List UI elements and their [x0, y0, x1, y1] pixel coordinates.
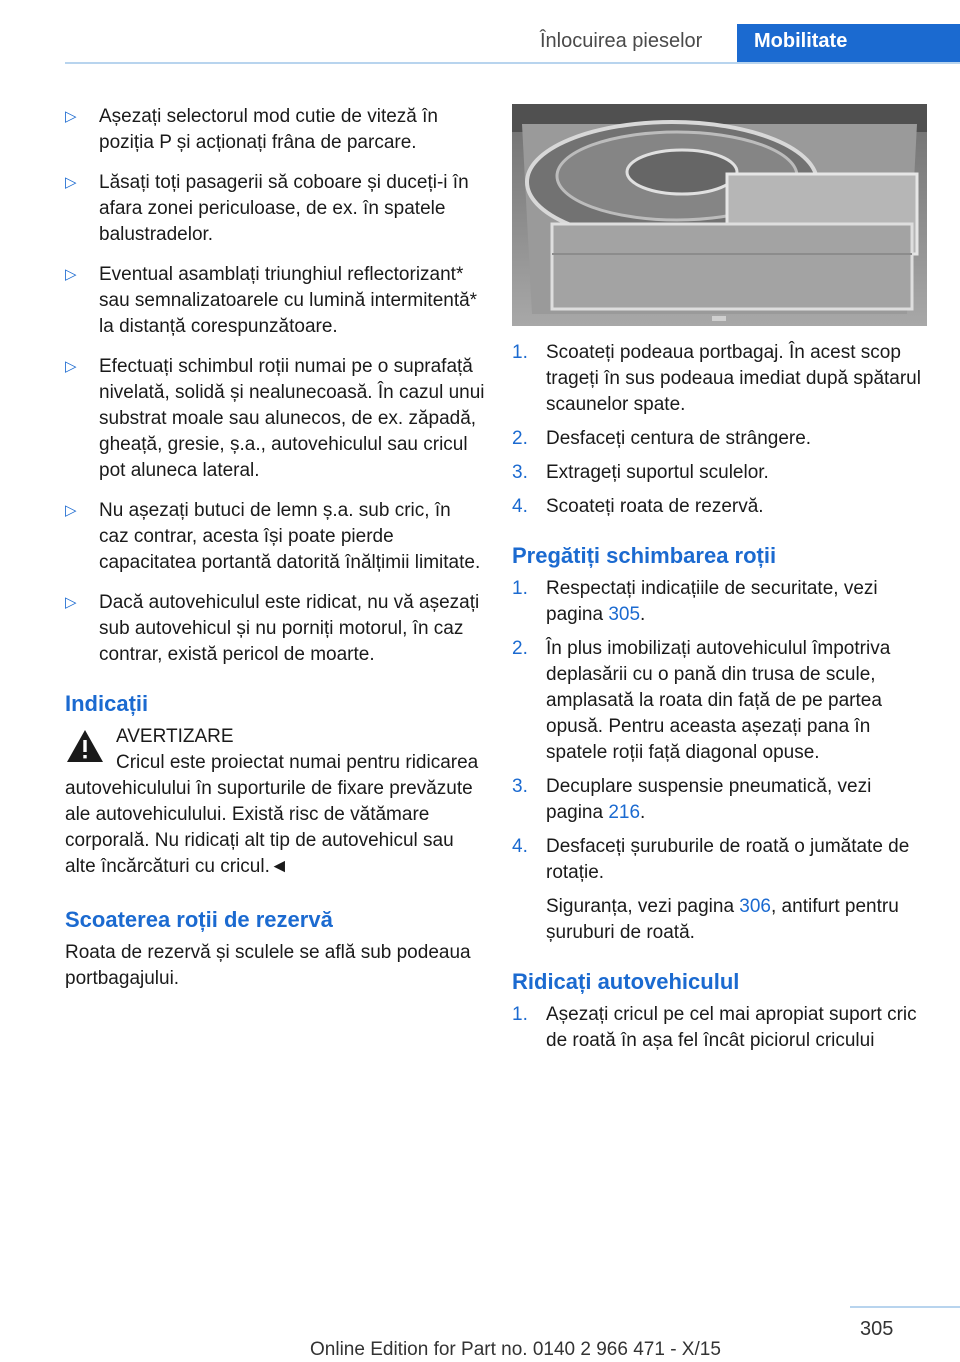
warning-text: Cricul este proiectat numai pentru ridicarea autovehiculului în suporturile de fixare prevăzute ale autovehiculului. Există risc de vătămare corporală. Nu ridicați alt tip de autovehicul sau alte încărcături cu cricul.◄	[65, 752, 479, 877]
header-rule	[65, 62, 960, 64]
step-text: Scoateți podeaua portbagaj. În acest scop trageți în sus podeaua imediat după spătarul scaunelor spate.	[546, 342, 921, 415]
step-number: 2.	[512, 428, 528, 449]
step-item	[512, 636, 932, 766]
step-number: 3.	[512, 776, 528, 797]
bullet-item	[65, 170, 485, 248]
header-section-title: Înlocuirea pieselor	[540, 30, 703, 52]
step-item	[512, 426, 932, 452]
step-number: 1.	[512, 578, 528, 599]
left-column	[65, 104, 485, 992]
bullet-item	[65, 354, 485, 484]
triangle-bullet-icon: ▷	[65, 174, 77, 191]
spare-wheel-text: Roata de rezervă și sculele se află sub podeaua portbagajului.	[65, 942, 471, 989]
step-item	[512, 576, 932, 628]
bullet-text: Efectuați schimbul roții numai pe o suprafață nivelată, solidă și nealunecoasă. În cazul unui substrat moale sau alunecos, de ex. zăpadă, gheață, gresie, ș.a., autovehiculul sau cricul pot aluneca lateral.	[99, 356, 485, 481]
triangle-bullet-icon: ▷	[65, 594, 77, 611]
step-item	[512, 774, 932, 826]
step-number: 3.	[512, 462, 528, 483]
step-text: În plus imobilizați autovehiculul împotriva deplasării cu o pană din trusa de scule, amplasată la roata din față de pe partea opusă. Pentru aceasta așezați pana în spatele roții față diagonal opuse.	[546, 638, 891, 763]
warning-label: AVERTIZARE	[116, 726, 234, 747]
triangle-bullet-icon: ▷	[65, 108, 77, 125]
page-link[interactable]: 216	[608, 802, 641, 823]
step-text: Decuplare suspensie pneumatică, vezi pagina 216.	[546, 776, 872, 823]
page-link[interactable]: 305	[608, 604, 641, 625]
step-text: Extrageți suportul sculelor.	[546, 462, 769, 483]
step-number: 1.	[512, 342, 528, 363]
spare-wheel-heading: Scoaterea roții de rezervă	[65, 907, 333, 932]
triangle-bullet-icon: ▷	[65, 358, 77, 375]
header-tab	[737, 24, 960, 62]
bullet-text: Dacă autovehiculul este ridicat, nu vă așezați sub autovehicul și nu porniți motorul, în caz contrar, există pericol de moarte.	[99, 592, 480, 665]
step-item	[512, 834, 932, 886]
trunk-spare-wheel-photo	[512, 104, 927, 326]
lift-heading: Ridicați autovehiculul	[512, 969, 740, 994]
bullet-item	[65, 104, 485, 156]
footer-edition: Online Edition for Part no. 0140 2 966 471 - X/15	[310, 1339, 721, 1360]
step-number: 4.	[512, 496, 528, 517]
header-tab-label: Mobilitate	[754, 30, 848, 52]
triangle-bullet-icon: ▷	[65, 502, 77, 519]
step-number: 4.	[512, 836, 528, 857]
step-text: Respectați indicațiile de securitate, vezi pagina 305.	[546, 578, 878, 625]
bullet-text: Așezați selectorul mod cutie de viteză în poziția P și acționați frâna de parcare.	[99, 106, 439, 153]
step-number: 1.	[512, 1004, 528, 1025]
triangle-bullet-icon: ▷	[65, 266, 77, 283]
prepare-heading: Pregătiți schimbarea roții	[512, 543, 777, 568]
step-item	[512, 494, 932, 520]
step-item	[512, 340, 932, 418]
bullet-item	[65, 262, 485, 340]
page-number: 305	[860, 1318, 894, 1340]
step-text: Desfaceți centura de strângere.	[546, 428, 812, 449]
page-number-rule	[850, 1306, 960, 1308]
step-text: Desfaceți șuruburile de roată o jumătate de rotație.	[546, 836, 910, 883]
bullet-text: Eventual asamblați triunghiul reflectorizant* sau semnalizatoarele cu lumină intermitentă* la distanță corespunzătoare.	[99, 264, 478, 337]
bullet-text: Lăsați toți pasagerii să coboare și duceți-i în afara zonei periculoase, de ex. în spatele balustradelor.	[99, 172, 469, 245]
indicatii-heading: Indicații	[65, 691, 149, 716]
page-link[interactable]: 306	[739, 896, 771, 917]
right-column	[512, 340, 932, 1062]
warning-triangle-icon	[65, 728, 105, 764]
step-item	[512, 460, 932, 486]
warning-block	[65, 724, 485, 880]
bullet-item	[65, 498, 485, 576]
bullet-item	[65, 590, 485, 668]
step-text: Așezați cricul pe cel mai apropiat suport cric de roată în așa fel încât piciorul cricului	[546, 1004, 917, 1051]
step-number: 2.	[512, 638, 528, 659]
step-item	[512, 1002, 932, 1054]
step-text: Scoateți roata de rezervă.	[546, 496, 764, 517]
bullet-text: Nu așezați butuci de lemn ș.a. sub cric, în caz contrar, acesta își poate pierde capacitatea portantă datorită înălțimii limitate.	[99, 500, 481, 573]
note-text: Siguranța, vezi pagina 306, antifurt pentru șuruburi de roată.	[546, 896, 899, 943]
